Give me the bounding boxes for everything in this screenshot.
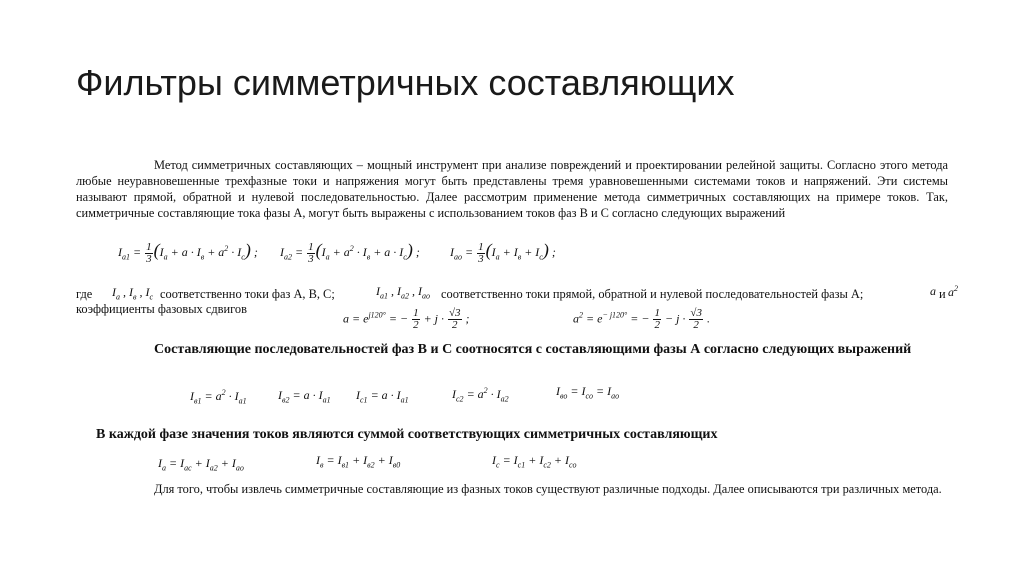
where-prefix: где — [76, 287, 93, 301]
formula-io: $I_{во} = I_{co} = I_{ao}$ — [556, 384, 620, 401]
intro-rest: Согласно этого метода любые неуравновешенные трехфазные токи и напряжения могут быть представлены тремя уравновешенными системами токов и напряжений. Эти системы называют прямой, обратной и нулевой последовательностью. Далее рассмотрим применение метода симметричных составляющих на примере токов. Так, симметричные составляющие тока фазы А, могут быть выражены с использованием токов фаз В и С согласно следующих выражений — [76, 158, 948, 220]
formula-ib1: $I_{в1} = a^2 \cdot I_{a1}$ — [190, 388, 247, 406]
formula-ib-sum: $I_в = I_{в1} + I_{в2} + I_{в0}$ — [316, 453, 401, 470]
where-line2: коэффициенты фазовых сдвигов — [76, 302, 247, 316]
page-title: Фильтры симметричных составляющих — [76, 62, 735, 103]
formula-ic1: $I_{c1} = a \cdot I_{a1}$ — [356, 388, 409, 405]
formula-ia2: $I_{a2}$ = $\frac{1}{3}$ $(I_a + a^2 \cdot I_в + a \cdot I_c)$ ; — [280, 240, 420, 265]
formula-phase-currents: $I_a$ , $I_в$ , $I_c$ — [112, 285, 154, 302]
formula-iao: $I_{ao}$ = $\frac{1}{3}$ $(I_a + I_в + I_c)$ ; — [450, 240, 556, 265]
formula-a-symbol: a — [930, 284, 936, 298]
where-and: и — [939, 287, 946, 301]
closing-paragraph: Для того, чтобы извлечь симметричные составляющие из фазных токов существуют различные подходы. Далее описываются три различных метода. — [154, 482, 942, 496]
section2-text: В каждой фазе значения токов являются суммой соответствующих симметричных составляющих — [96, 427, 718, 442]
where-text1: соответственно токи фаз А, В, С; — [160, 287, 335, 301]
where-text2: соответственно токи прямой, обратной и нулевой последовательностей фазы А; — [441, 287, 864, 301]
intro-first-line: Метод симметричных составляющих – мощный инструмент при анализе повреждений и проектировании релейной защиты. — [154, 158, 823, 172]
section1-text: Составляющие последовательностей фаз В и С соотносятся с составляющими фазы А согласно следующих выражений — [154, 342, 912, 357]
formula-a: $a = e^{j120^\circ}$ = − $\frac{1}{2}$ + j · $\frac{√3}{2}$ ; — [343, 307, 470, 331]
formula-ic2: $I_{c2} = a^2 \cdot I_{a2}$ — [452, 386, 509, 404]
formula-a2: $a^2 = e^{- j120^\circ}$ = − $\frac{1}{2}$ − j · $\frac{√3}{2}$ . — [573, 307, 710, 331]
formula-ib2: $I_{в2} = a \cdot I_{a1}$ — [278, 388, 331, 405]
formula-ia1: $I_{a1}$ = $\frac{1}{3}$ $(I_a + a \cdot I_в + a^2 \cdot I_c)$ ; — [118, 240, 258, 265]
formula-a2-symbol: $a^2$ — [948, 284, 958, 299]
formula-ia-sum: $I_a = I_{ac} + I_{a2} + I_{ao}$ — [158, 456, 244, 473]
intro-paragraph — [76, 157, 948, 221]
formula-seq-currents: $I_{a1}$ , $I_{a2}$ , $I_{ao}$ — [376, 284, 430, 301]
formula-ic-sum: $I_c = I_{c1} + I_{c2} + I_{co}$ — [492, 453, 577, 470]
